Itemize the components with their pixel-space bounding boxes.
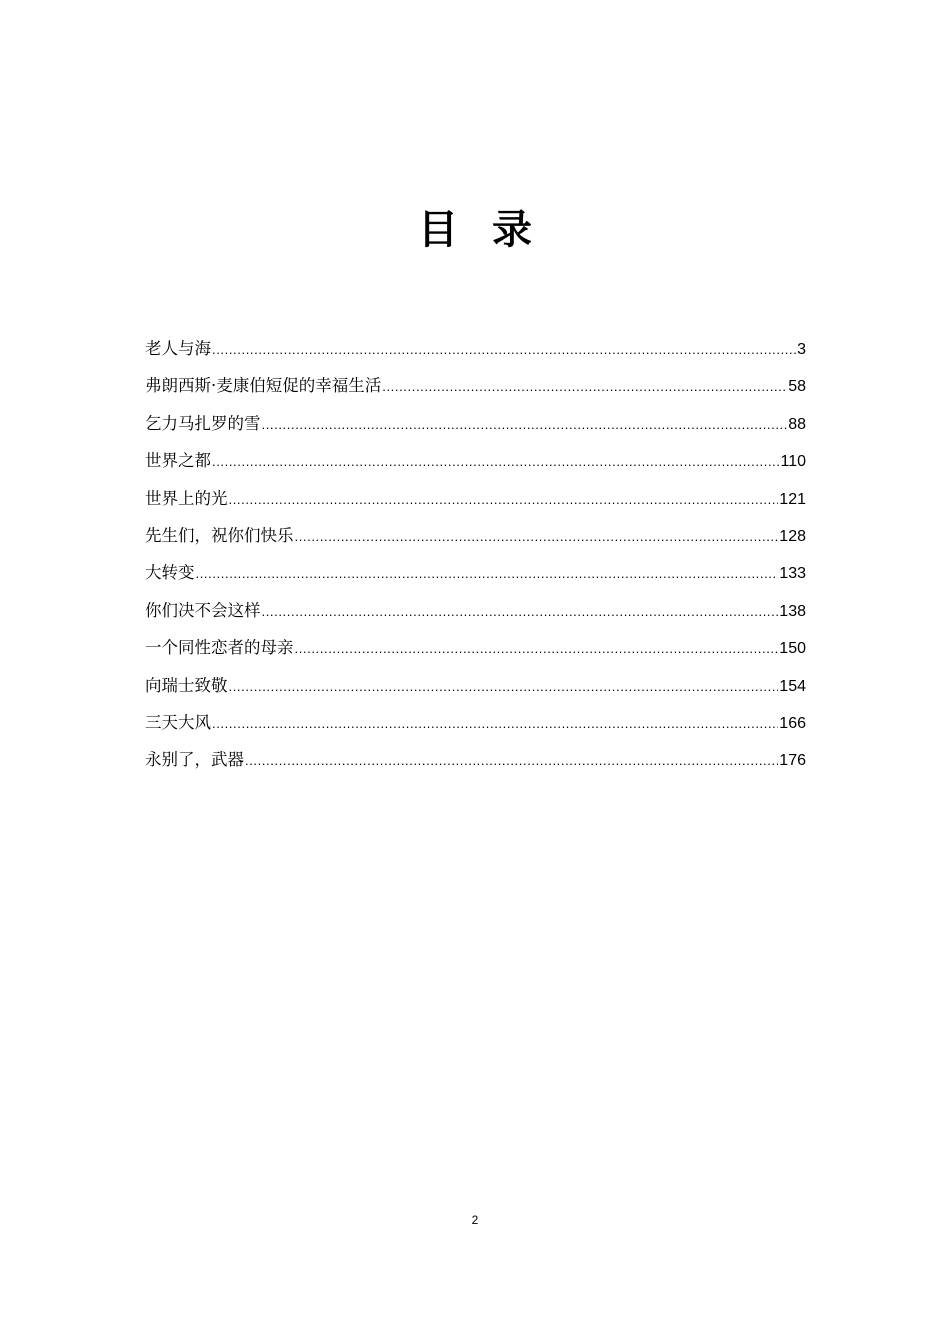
toc-entry-label: 乞力马扎罗的雪: [145, 413, 261, 433]
toc-entry[interactable]: [145, 710, 806, 747]
toc-entry-label: 世界上的光: [145, 488, 228, 508]
toc-entry-label: 三天大风: [145, 712, 211, 732]
table-of-contents: [145, 336, 806, 785]
toc-entry-page: 166: [779, 714, 806, 732]
page-number: 2: [471, 1213, 479, 1227]
toc-entry[interactable]: [145, 373, 806, 410]
toc-entry[interactable]: [145, 747, 806, 784]
toc-entry-page: 110: [780, 453, 806, 471]
toc-entry-page: 58: [788, 378, 806, 396]
toc-entry[interactable]: [145, 336, 806, 373]
toc-entry-page: 3: [797, 341, 806, 358]
toc-entry[interactable]: [145, 448, 806, 485]
toc-entry-label: 世界之都: [145, 451, 211, 471]
toc-dot-leader: [229, 487, 779, 513]
toc-entry-page: 88: [788, 415, 806, 433]
toc-dot-leader: [212, 449, 779, 475]
toc-entry[interactable]: [145, 673, 806, 710]
toc-entry-label: 你们决不会这样: [145, 600, 261, 620]
toc-entry-label: 弗朗西斯·麦康伯短促的幸福生活: [145, 376, 382, 396]
toc-entry-label: 老人与海: [145, 339, 211, 358]
toc-dot-leader: [262, 599, 779, 625]
toc-entry-label: 向瑞士致敬: [145, 675, 228, 695]
toc-dot-leader: [212, 711, 778, 737]
page-title: 目录: [418, 207, 566, 253]
toc-entry-label: 大转变: [145, 563, 195, 583]
toc-entry-label: 一个同性恋者的母亲: [145, 638, 294, 658]
toc-dot-leader: [295, 524, 779, 550]
toc-entry-page: 150: [779, 640, 806, 658]
toc-entry-label: 先生们，祝你们快乐: [145, 525, 294, 545]
toc-dot-leader: [295, 636, 779, 662]
toc-entry-page: 176: [779, 752, 806, 770]
toc-entry[interactable]: [145, 560, 806, 597]
toc-entry[interactable]: [145, 635, 806, 672]
toc-dot-leader: [262, 412, 788, 438]
toc-dot-leader: [196, 561, 779, 587]
toc-entry-page: 133: [779, 565, 806, 583]
toc-entry-page: 121: [779, 490, 806, 508]
toc-dot-leader: [245, 748, 778, 774]
toc-entry-label: 永别了，武器: [145, 750, 244, 770]
toc-entry[interactable]: [145, 411, 806, 448]
toc-entry-page: 138: [779, 602, 806, 620]
toc-dot-leader: [229, 674, 779, 700]
toc-entry-page: 154: [779, 677, 806, 695]
toc-entry[interactable]: [145, 523, 806, 560]
toc-entry-page: 128: [779, 527, 806, 545]
toc-entry[interactable]: [145, 486, 806, 523]
toc-dot-leader: [382, 374, 787, 400]
toc-dot-leader: [212, 337, 796, 363]
toc-entry[interactable]: [145, 598, 806, 635]
